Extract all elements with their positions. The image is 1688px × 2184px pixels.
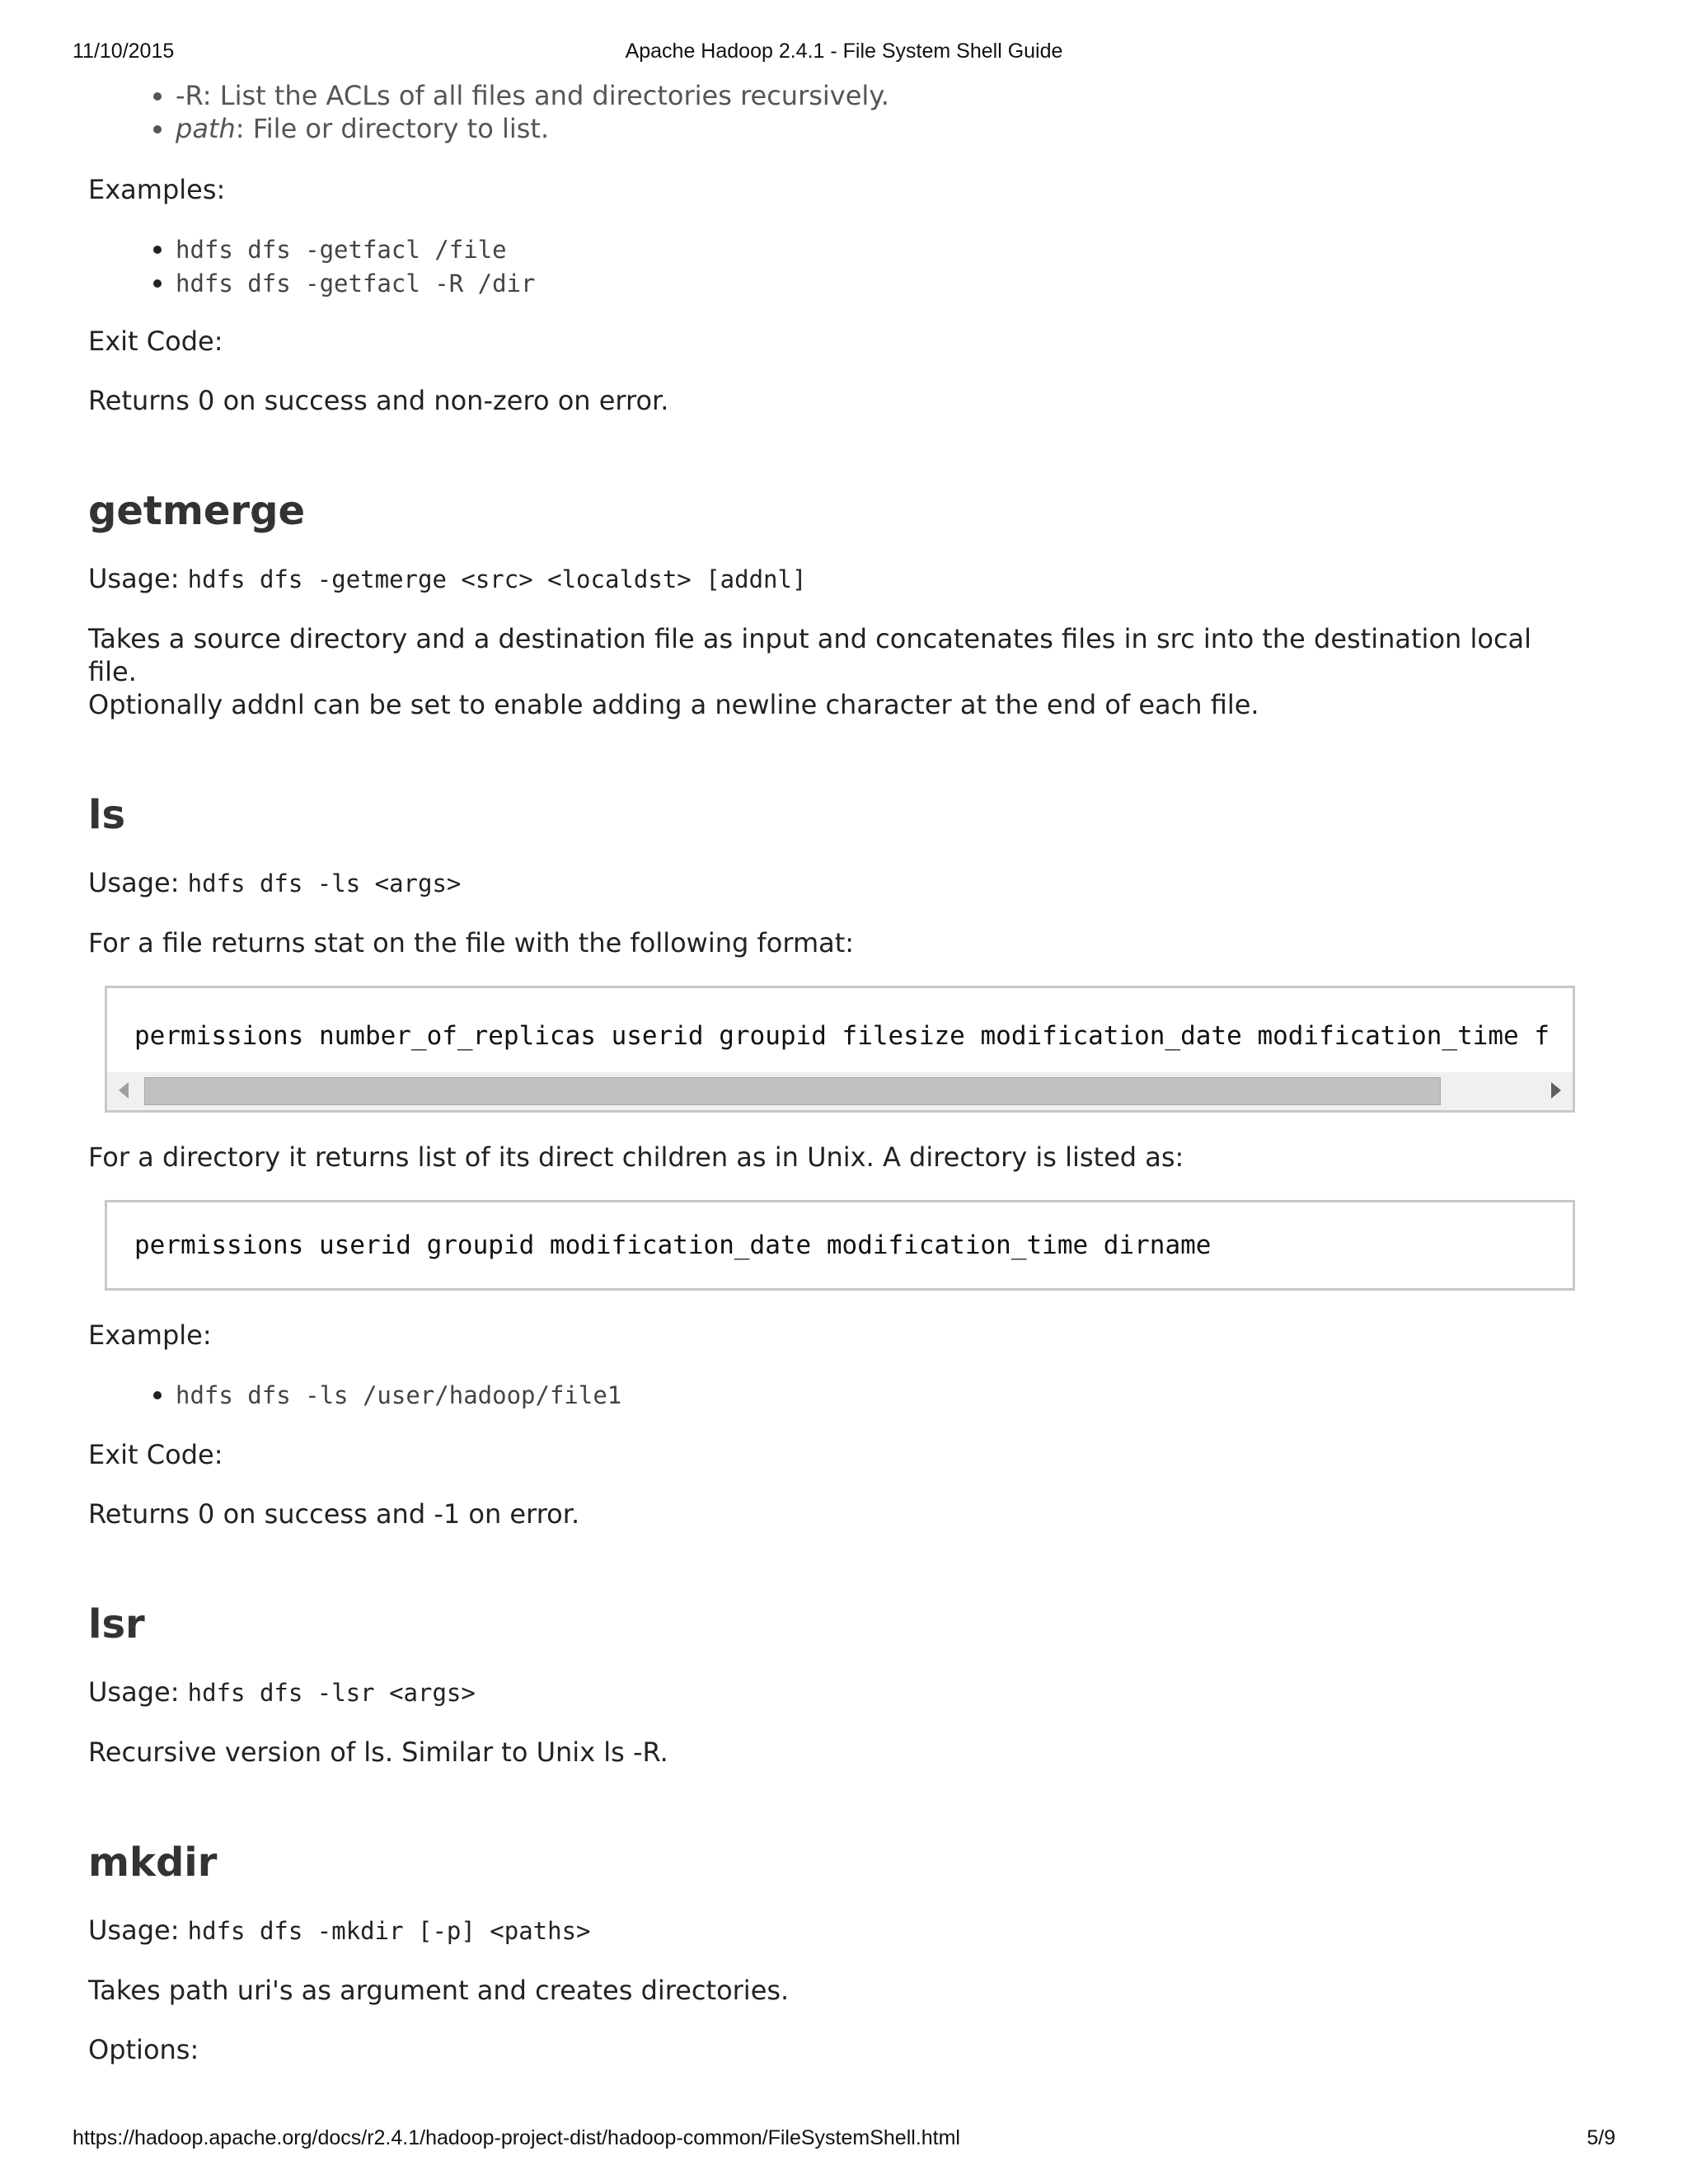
usage-code: hdfs dfs -lsr <args> (187, 1679, 476, 1707)
exit-code-text: Returns 0 on success and -1 on error. (88, 1498, 580, 1530)
exit-code-label: Exit Code: (88, 1439, 223, 1470)
getfacl-options-list (88, 79, 1588, 145)
usage-label: Usage: (88, 867, 188, 898)
dir-format-code: permissions userid groupid modification_date modification_time dirname (134, 1230, 1212, 1260)
description-line: Takes a source directory and a destination file as input and concatenates files in src into the destination local file. (88, 623, 1532, 687)
print-page-number: 5/9 (1587, 2126, 1615, 2149)
section-heading-lsr: lsr (88, 1601, 145, 1647)
list-item (176, 266, 1588, 300)
usage-line (88, 1914, 1588, 1947)
usage-code: hdfs dfs -mkdir [-p] <paths> (187, 1917, 591, 1945)
usage-line (88, 1675, 1588, 1709)
usage-code: hdfs dfs -ls <args> (187, 869, 462, 898)
print-title: Apache Hadoop 2.4.1 - File System Shell Guide (625, 40, 1063, 63)
usage-line (88, 562, 1588, 596)
document-content (88, 79, 1588, 2066)
print-date: 11/10/2015 (73, 40, 175, 63)
print-url: https://hadoop.apache.org/docs/r2.4.1/hadoop-project-dist/hadoop-common/FileSystemShell.html (73, 2126, 960, 2149)
print-footer (0, 2126, 1688, 2154)
getfacl-examples-list (88, 232, 1588, 300)
usage-label: Usage: (88, 1915, 188, 1946)
option-key: -R (176, 80, 203, 111)
option-text: : List the ACLs of all files and directories recursively. (202, 80, 889, 111)
list-item (176, 112, 1588, 145)
scroll-right-arrow-icon[interactable] (1551, 1082, 1561, 1099)
option-text: : File or directory to list. (235, 113, 550, 144)
usage-label: Usage: (88, 1676, 188, 1708)
scrollbar-thumb[interactable] (144, 1077, 1441, 1105)
usage-label: Usage: (88, 563, 188, 594)
section-heading-mkdir: mkdir (88, 1840, 218, 1886)
usage-code: hdfs dfs -getmerge <src> <localdst> [addnl] (187, 565, 807, 593)
print-header (0, 40, 1688, 68)
section-heading-ls: ls (88, 792, 126, 838)
exit-code-text: Returns 0 on success and non-zero on error. (88, 385, 669, 416)
exit-code-label: Exit Code: (88, 326, 223, 357)
example-code: hdfs dfs -getfacl /file (176, 236, 507, 264)
dir-format-intro: For a directory it returns list of its direct children as in Unix. A directory is listed as: (88, 1141, 1184, 1173)
description-line: Recursive version of ls. Similar to Unix ls -R. (88, 1736, 668, 1768)
file-format-code-block[interactable] (105, 986, 1575, 1113)
examples-label: Examples: (88, 174, 226, 205)
description-line: Takes path uri's as argument and creates directories. (88, 1975, 790, 2006)
list-item (176, 1378, 1588, 1412)
example-label: Example: (88, 1319, 212, 1351)
description-line: Optionally addnl can be set to enable adding a newline character at the end of each file. (88, 689, 1259, 720)
section-heading-getmerge: getmerge (88, 488, 306, 534)
dir-format-code-block (105, 1200, 1575, 1291)
option-key: path (176, 113, 236, 144)
file-format-intro: For a file returns stat on the file with the following format: (88, 927, 855, 958)
scroll-left-arrow-icon[interactable] (119, 1082, 129, 1099)
list-item (176, 79, 1588, 112)
horizontal-scrollbar[interactable] (107, 1072, 1573, 1110)
usage-line (88, 866, 1588, 900)
example-code: hdfs dfs -getfacl -R /dir (176, 269, 536, 298)
example-code: hdfs dfs -ls /user/hadoop/file1 (176, 1381, 622, 1409)
list-item (176, 232, 1588, 266)
file-format-code: permissions number_of_replicas userid groupid filesize modification_date modification_time f (134, 1021, 1550, 1051)
options-label: Options: (88, 2034, 199, 2065)
ls-example-list (88, 1378, 1588, 1412)
